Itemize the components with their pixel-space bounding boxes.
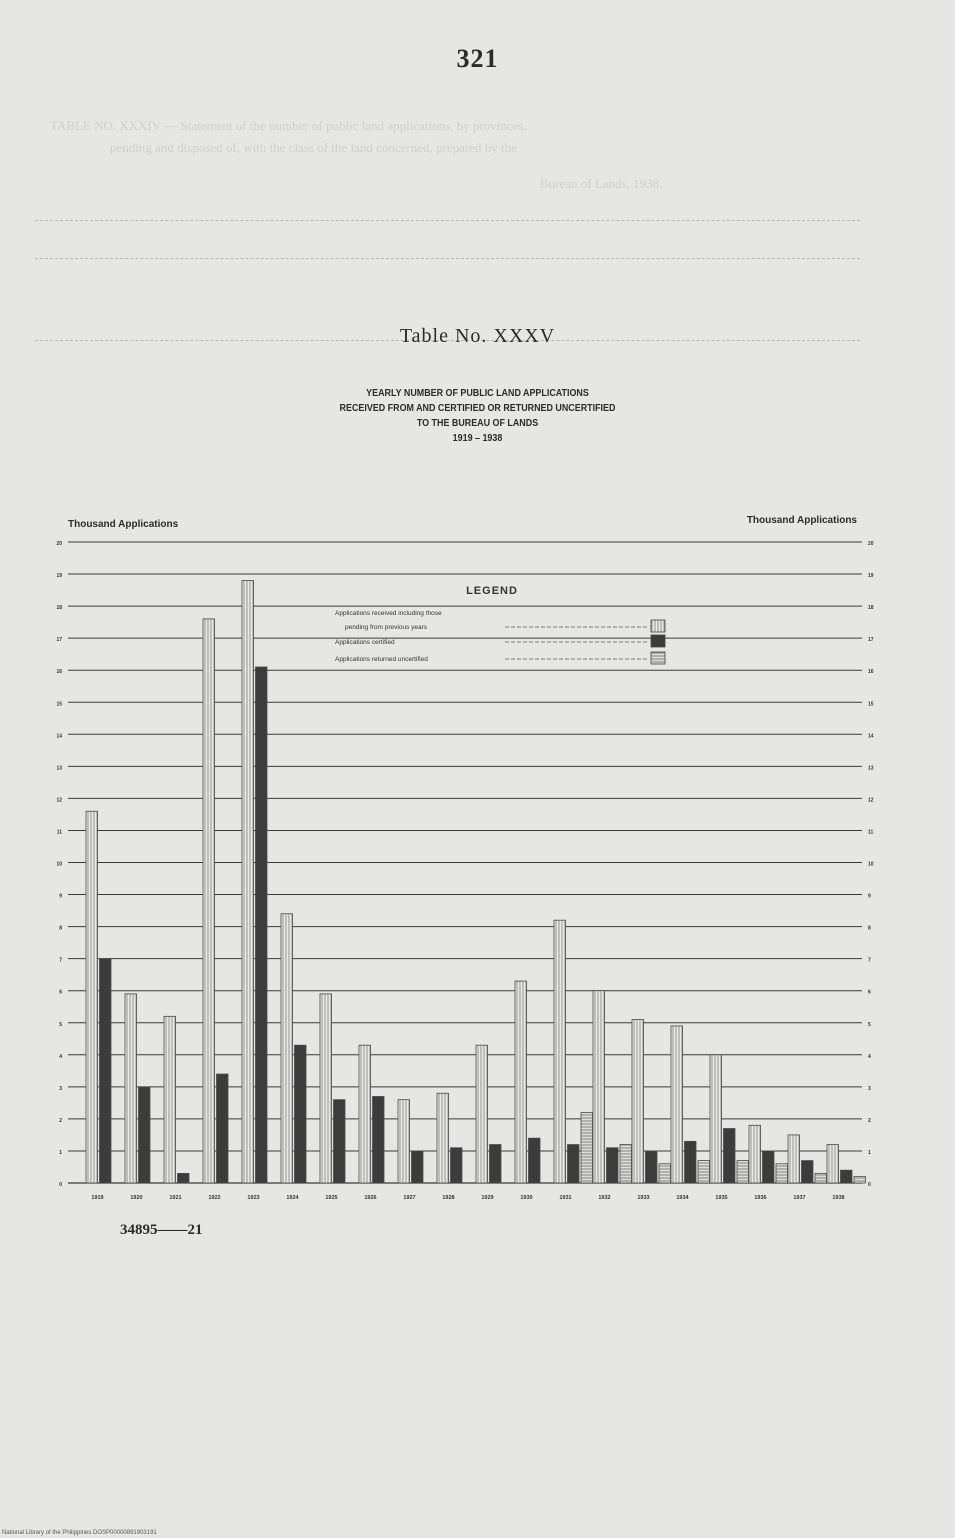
y-tick-label-left: 2 [59, 1117, 62, 1124]
legend-label: Applications returned uncertified [335, 656, 428, 663]
x-tick-label: 1933 [637, 1195, 650, 1201]
bar-certified [529, 1138, 541, 1183]
y-tick-label-left: 15 [56, 701, 62, 708]
bar-certified [646, 1151, 658, 1183]
y-tick-label-left: 10 [56, 861, 62, 868]
y-tick-label-left: 19 [56, 573, 62, 580]
subtitle-line: 1919 – 1938 [452, 432, 503, 444]
bar-certified [139, 1087, 151, 1183]
bar-received [827, 1145, 839, 1183]
bar-certified [178, 1173, 190, 1183]
bar-certified [724, 1129, 736, 1183]
bar-certified [256, 667, 268, 1183]
x-tick-label: 1922 [208, 1195, 221, 1201]
bar-certified [412, 1151, 424, 1183]
y-tick-label-right: 16 [868, 669, 874, 676]
legend-swatch [651, 620, 665, 632]
x-tick-label: 1924 [286, 1195, 299, 1201]
x-tick-label: 1925 [325, 1195, 338, 1201]
subtitle-line: RECEIVED FROM AND CERTIFIED OR RETURNED UNCERTIFIED [339, 402, 616, 414]
x-tick-label: 1935 [715, 1195, 728, 1201]
x-tick-label: 1921 [169, 1195, 182, 1201]
faded-header-line: TABLE NO. XXXIV — Statement of the number of public land applications, by provinces, [50, 118, 527, 133]
bar-received [86, 811, 98, 1183]
y-tick-label-left: 4 [59, 1053, 62, 1060]
bar-returned [698, 1161, 710, 1183]
x-tick-label: 1919 [91, 1195, 104, 1201]
bar-received [437, 1093, 449, 1183]
right-axis-label: Thousand Applications [746, 515, 857, 526]
x-tick-label: 1929 [481, 1195, 494, 1201]
bar-received [671, 1026, 683, 1183]
faded-header-line: Bureau of Lands, 1938. [540, 176, 663, 191]
bar-received [242, 580, 254, 1183]
subtitle-line: TO THE BUREAU OF LANDS [416, 417, 539, 429]
bar-received [203, 619, 215, 1183]
y-tick-label-left: 6 [59, 989, 62, 996]
y-tick-label-right: 12 [868, 797, 874, 804]
y-tick-label-left: 3 [59, 1085, 62, 1092]
bar-returned [620, 1145, 632, 1183]
bar-returned [737, 1161, 749, 1183]
bar-received [593, 991, 605, 1183]
y-tick-label-right: 13 [868, 765, 874, 772]
bar-received [359, 1045, 371, 1183]
x-tick-label: 1931 [559, 1195, 572, 1201]
legend-label: Applications received including those [335, 610, 442, 617]
legend-label: pending from previous years [345, 624, 428, 631]
legend-swatch [651, 652, 665, 664]
chart-subtitle [72, 386, 884, 446]
bar-received [710, 1055, 722, 1183]
bar-returned [815, 1173, 827, 1183]
bar-received [281, 914, 293, 1183]
bar-certified [802, 1161, 814, 1183]
bar-certified [100, 959, 112, 1183]
y-tick-label-right: 10 [868, 861, 874, 868]
y-tick-label-right: 14 [868, 733, 874, 740]
y-tick-label-left: 9 [59, 893, 62, 900]
y-tick-label-left: 0 [59, 1182, 62, 1188]
x-tick-label: 1926 [364, 1195, 377, 1201]
bar-certified [568, 1145, 580, 1183]
x-tick-label: 1923 [247, 1195, 260, 1201]
y-tick-label-left: 1 [59, 1149, 62, 1156]
bar-certified [685, 1141, 697, 1183]
footer-code: 34895——21 [120, 1222, 203, 1238]
bar-certified [490, 1145, 502, 1183]
bar-received [554, 920, 566, 1183]
legend-title: LEGEND [466, 585, 518, 597]
divider [35, 258, 860, 259]
y-tick-label-right: 18 [868, 605, 874, 612]
y-tick-label-right: 17 [868, 637, 874, 644]
x-tick-label: 1932 [598, 1195, 611, 1201]
y-tick-label-left: 8 [59, 925, 62, 932]
divider [35, 220, 860, 221]
bar-returned [854, 1177, 866, 1183]
y-tick-label-left: 17 [56, 637, 62, 644]
y-tick-label-right: 3 [868, 1085, 871, 1092]
bar-certified [334, 1100, 346, 1183]
y-tick-label-right: 11 [868, 829, 874, 836]
bar-returned [581, 1112, 593, 1183]
bar-certified [373, 1096, 385, 1183]
y-tick-label-left: 20 [56, 541, 62, 547]
y-tick-label-right: 19 [868, 573, 874, 580]
y-tick-label-right: 4 [868, 1053, 871, 1060]
bar-certified [451, 1148, 463, 1183]
y-tick-label-left: 12 [56, 797, 62, 804]
y-tick-label-right: 7 [868, 957, 871, 964]
y-tick-label-right: 2 [868, 1117, 871, 1124]
legend-swatch [651, 635, 665, 647]
bar-received [125, 994, 137, 1183]
y-tick-label-right: 5 [868, 1021, 871, 1028]
library-credit: National Library of the Philippines DOSP00000891903191 [2, 1530, 157, 1536]
y-tick-label-left: 7 [59, 957, 62, 964]
x-tick-label: 1937 [793, 1195, 806, 1201]
bar-received [749, 1125, 761, 1183]
bar-certified [841, 1170, 853, 1183]
bar-certified [217, 1074, 229, 1183]
x-tick-label: 1930 [520, 1195, 533, 1201]
y-tick-label-left: 13 [56, 765, 62, 772]
y-tick-label-right: 6 [868, 989, 871, 996]
legend-label: Applications certified [335, 639, 395, 646]
x-tick-label: 1938 [832, 1195, 845, 1201]
bar-received [398, 1100, 410, 1183]
bar-chart [0, 505, 955, 1215]
faded-header-line: pending and disposed of, with the class of the land concerned, prepared by the [110, 140, 517, 155]
y-tick-label-right: 9 [868, 893, 871, 900]
x-tick-label: 1920 [130, 1195, 143, 1201]
x-tick-label: 1936 [754, 1195, 767, 1201]
bar-received [788, 1135, 800, 1183]
bar-returned [776, 1164, 788, 1183]
y-tick-label-left: 16 [56, 669, 62, 676]
bar-received [515, 981, 527, 1183]
x-tick-label: 1928 [442, 1195, 455, 1201]
y-tick-label-left: 11 [56, 829, 62, 836]
bar-certified [607, 1148, 619, 1183]
table-title: Table No. XXXV [399, 325, 556, 347]
left-axis-label: Thousand Applications [68, 519, 179, 530]
bar-returned [659, 1164, 671, 1183]
bar-received [632, 1020, 644, 1183]
y-tick-label-left: 14 [56, 733, 62, 740]
bar-received [476, 1045, 488, 1183]
bar-certified [763, 1151, 775, 1183]
y-tick-label-left: 5 [59, 1021, 62, 1028]
bar-certified [295, 1045, 307, 1183]
x-tick-label: 1934 [676, 1195, 689, 1201]
y-tick-label-left: 18 [56, 605, 62, 612]
y-tick-label-right: 1 [868, 1149, 871, 1156]
y-tick-label-right: 8 [868, 925, 871, 932]
y-tick-label-right: 15 [868, 701, 874, 708]
bar-received [164, 1016, 176, 1183]
x-tick-label: 1927 [403, 1195, 416, 1201]
page-number: 321 [456, 44, 499, 73]
bar-received [320, 994, 332, 1183]
subtitle-line: YEARLY NUMBER OF PUBLIC LAND APPLICATIONS [366, 387, 589, 399]
y-tick-label-right: 0 [868, 1182, 871, 1188]
y-tick-label-right: 20 [868, 541, 874, 547]
